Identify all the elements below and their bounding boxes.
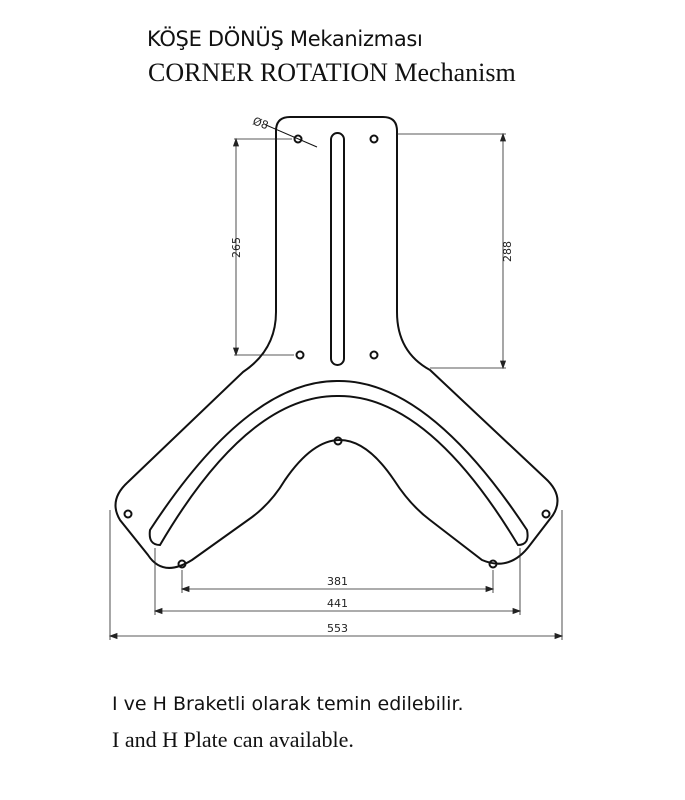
dim-bottom-553-label: 553: [327, 622, 348, 635]
note-turkish: I ve H Braketli olarak temin edilebilir.: [112, 693, 464, 715]
mounting-holes: [125, 136, 550, 568]
dim-left-vertical-label: 265: [230, 237, 243, 258]
title-english: CORNER ROTATION Mechanism: [148, 58, 516, 87]
vertical-slot: [331, 133, 344, 365]
diameter-leader: [266, 125, 317, 147]
hole: [125, 511, 132, 518]
note-english: I and H Plate can available.: [112, 727, 354, 752]
dim-bottom-441-label: 441: [327, 597, 348, 610]
hole-diameter-label: Ø8: [250, 114, 271, 133]
dim-right-vertical: [397, 134, 506, 368]
plate-outline: [116, 114, 558, 568]
dim-bottom-381-label: 381: [327, 575, 348, 588]
hole: [371, 352, 378, 359]
hole: [297, 352, 304, 359]
arc-slot: [150, 381, 528, 545]
title-turkish: KÖŞE DÖNÜŞ Mekanizması: [147, 27, 423, 51]
dim-right-vertical-label: 288: [501, 241, 514, 262]
hole: [371, 136, 378, 143]
hole: [543, 511, 550, 518]
